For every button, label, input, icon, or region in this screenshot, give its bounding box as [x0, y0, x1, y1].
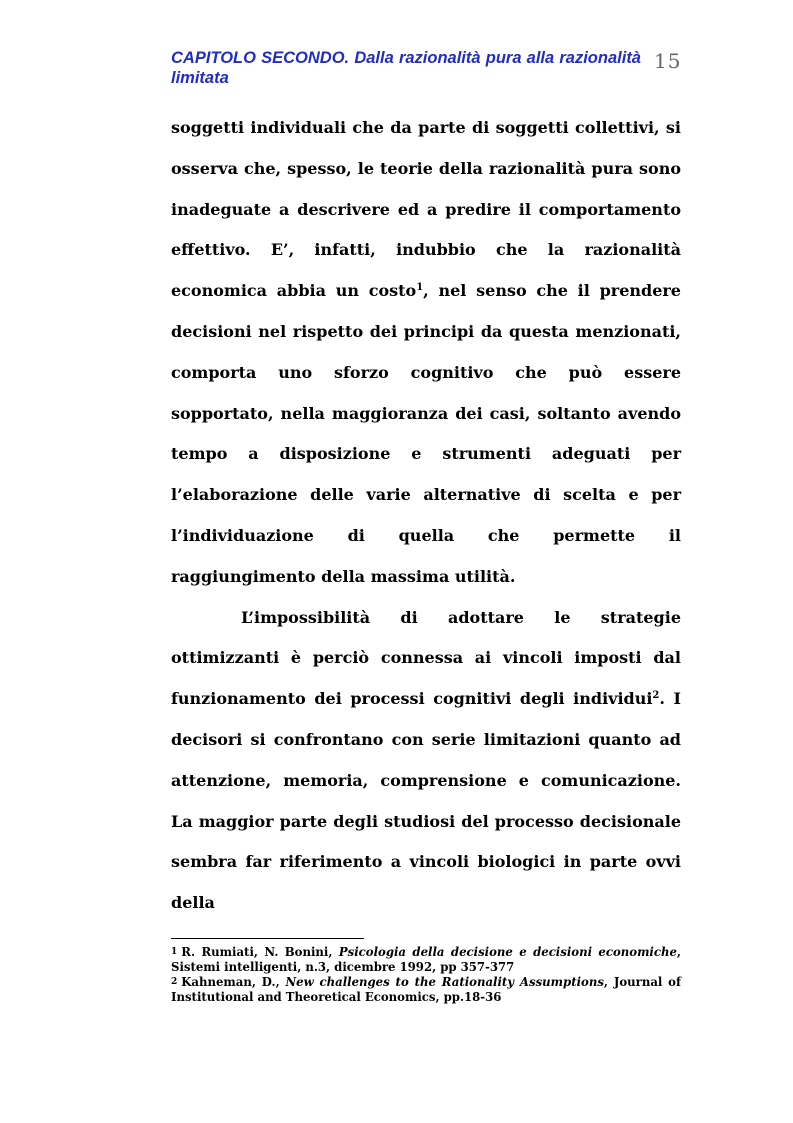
paragraph-2 [171, 598, 681, 924]
footnote-separator [171, 938, 364, 939]
footnote-title: New challenges to the Rationality Assumptions [285, 975, 604, 989]
footnote-mark: 2 [171, 977, 178, 987]
paragraph-1-text-b: , nel senso che il prendere decisioni nel rispetto dei principi da questa menzionati, comporta uno sforzo cognitivo che può essere sopportato, nella maggioranza dei casi, soltanto avendo tempo a disposizione e strumenti adeguati per l’elaborazione delle varie alternative di scelta e per l’individuazione di quella che permette il raggiungimento della massima utilità. [171, 281, 681, 586]
body-text [171, 108, 681, 924]
page-number: 15 [654, 49, 682, 73]
paragraph-1 [171, 108, 681, 598]
footnote-ref-2[interactable]: 2 [652, 690, 660, 702]
footnote-ref-1[interactable]: 1 [416, 282, 424, 294]
footnote-2 [171, 975, 681, 1005]
footnotes [171, 945, 681, 1005]
footnote-title: Psicologia della decisione e decisioni economiche [338, 945, 677, 959]
chapter-title: CAPITOLO SECONDO. Dalla razionalità pura alla razionalità limitata [171, 49, 641, 87]
paragraph-2-text-a: L’impossibilità di adottare le strategie ottimizzanti è perciò connessa ai vincoli imposti dal funzionamento dei processi cognitivi degli individui [171, 607, 681, 709]
paragraph-2-text-b: . I decisori si confrontano con serie limitazioni quanto ad attenzione, memoria, comprensione e comunicazione. La maggior parte degli studiosi del processo decisionale sembra far riferimento a vincoli biologici in parte ovvi della [171, 689, 681, 913]
footnote-details: , Journal of Institutional and Theoretical Economics, pp.18-36 [171, 975, 681, 1004]
paragraph-1-text-a: soggetti individuali che da parte di soggetti collettivi, si osserva che, spesso, le teorie della razionalità pura sono inadeguate a descrivere ed a predire il comportamento effettivo. E’, infatti, indubbio che la razionalità economica abbia un costo [171, 118, 681, 301]
footnote-mark: 1 [171, 947, 178, 957]
footnote-authors: R. Rumiati, N. Bonini, [181, 945, 339, 959]
footnote-1 [171, 945, 681, 975]
footnote-authors: Kahneman, D., [181, 975, 286, 989]
footnote-details: , Sistemi intelligenti, n.3, dicembre 1992, pp 357-377 [171, 945, 681, 974]
running-header [171, 48, 641, 88]
